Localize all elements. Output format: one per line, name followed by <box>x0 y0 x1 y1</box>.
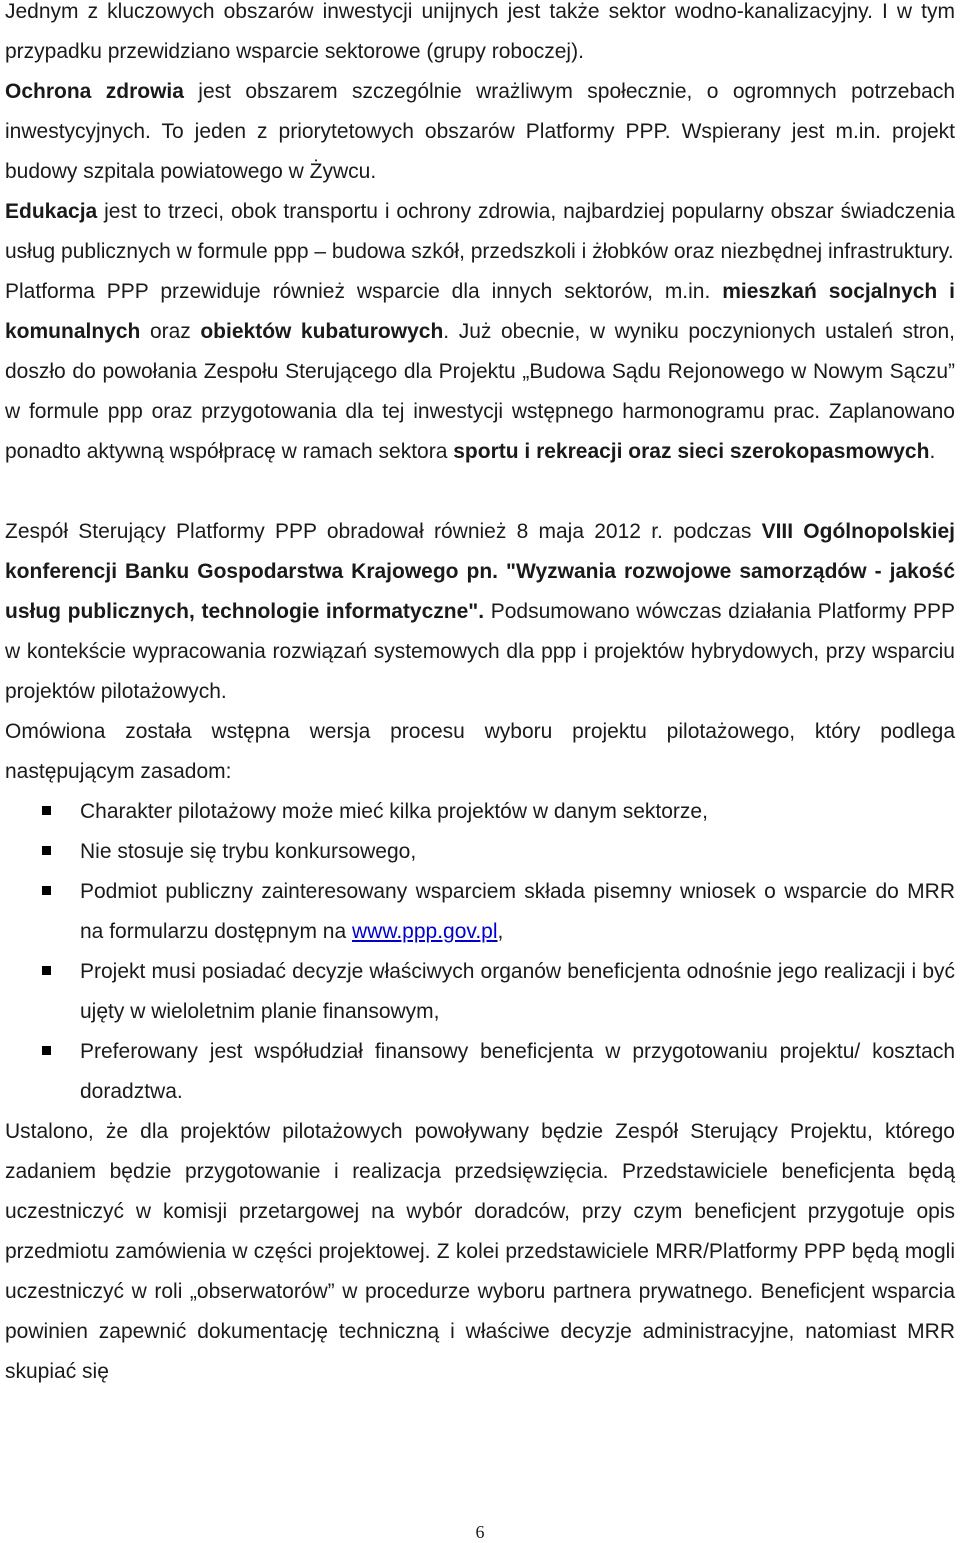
paragraph-text: Jednym z kluczowych obszarów inwestycji unijnych jest także sektor wodno-kanalizacyjny. I w tym przypadku przewidziano wsparcie sektorowe (grupy roboczej). <box>5 0 955 63</box>
paragraph-text: jest obszarem szczególnie wrażliwym społecznie, o ogromnych potrzebach inwestycyjnych. To jeden z priorytetowych obszarów Platformy PPP. Wspierany jest m.in. projekt budowy szpitala powiatowego w Żywcu. <box>5 80 956 183</box>
list-item <box>5 952 955 1032</box>
paragraph-water-sector <box>5 0 955 72</box>
bold-term: Edukacja <box>5 200 98 223</box>
paragraph-text: Podsumowano wówczas działania Platformy PPP w kontekście wypracowania rozwiązań systemowych dla ppp i projektów hybrydowych, przy wsparciu projektów pilotażowych. <box>5 600 955 703</box>
paragraph-text: Omówiona została wstępna wersja procesu wyboru projektu pilotażowego, który podlega następującym zasadom: <box>5 720 955 783</box>
list-item <box>5 1032 955 1112</box>
page-number: 6 <box>475 1522 485 1542</box>
paragraph-health <box>5 72 955 192</box>
paragraph-pilot-team <box>5 1112 955 1392</box>
rules-list <box>5 792 955 1112</box>
paragraph-text: . Już obecnie, w wyniku poczynionych ustaleń stron, doszło do powołania Zespołu Sterującego dla Projektu „Budowa Sądu Rejonowego w Nowym Sączu” w formule ppp oraz przygotowania dla tej inwestycji wstępnego harmonogramu prac. Zaplanowano ponadto aktywną współpracę w ramach sektora <box>5 320 955 463</box>
bold-term: mieszkań socjalnych i komunalnych <box>5 280 955 343</box>
list-item-text: Nie stosuje się trybu konkursowego, <box>80 840 417 863</box>
paragraph-text: oraz <box>140 320 201 343</box>
list-item-text: , <box>497 920 504 943</box>
list-item <box>5 832 955 872</box>
bold-term: Ochrona zdrowia <box>5 80 184 103</box>
bold-term: VIII Ogólnopolskiej konferencji Banku Gospodarstwa Krajowego pn. "Wyzwania rozwojowe samorządów - jakość usług publicznych, technologie informatyczne". <box>5 520 955 623</box>
list-item-text: Preferowany jest współudział finansowy beneficjenta w przygotowaniu projektu/ kosztach doradztwa. <box>80 1040 955 1103</box>
paragraph-text: Ustalono, że dla projektów pilotażowych powoływany będzie Zespół Sterujący Projektu, którego zadaniem będzie przygotowanie i realizacja przedsięwzięcia. Przedstawiciele beneficjenta będą uczestniczyć w komisji przetargowej na wybór doradców, przy czym beneficjent przygotuje opis przedmiotu zamówienia w części projektowej. Z kolei przedstawiciele MRR/Platformy PPP będą mogli uczestniczyć w roli „obserwatorów” w procedurze wyboru partnera prywatnego. Beneficjent wsparcia powinien zapewnić dokumentację techniczną i właściwe decyzje administracyjne, natomiast MRR skupiać się <box>5 1120 955 1383</box>
paragraph-education <box>5 192 955 272</box>
list-item <box>5 872 955 952</box>
paragraph-text: jest to trzeci, obok transportu i ochrony zdrowia, najbardziej popularny obszar świadczenia usług publicznych w formule ppp – budowa szkół, przedszkoli i żłobków oraz niezbędnej infrastruktury. <box>5 200 955 263</box>
paragraph-other-sectors <box>5 272 955 472</box>
list-item-text: Charakter pilotażowy może mieć kilka projektów w danym sektorze, <box>80 800 708 823</box>
ppp-website-link[interactable]: www.ppp.gov.pl <box>351 920 498 943</box>
paragraph-pilot-process <box>5 712 955 792</box>
bold-term: obiektów kubaturowych <box>200 320 444 343</box>
paragraph-text: Zespół Sterujący Platformy PPP obradował również 8 maja 2012 r. podczas <box>5 520 762 543</box>
bold-term: sportu i rekreacji oraz sieci szerokopasmowych <box>453 440 930 463</box>
paragraph-steering-team <box>5 512 955 712</box>
list-item-text: Podmiot publiczny zainteresowany wsparciem składa pisemny wniosek o wsparcie do MRR na formularzu dostępnym na <box>80 880 955 943</box>
document-body <box>5 0 955 1392</box>
list-item-text: Projekt musi posiadać decyzje właściwych organów beneficjenta odnośnie jego realizacji i być ujęty w wieloletnim planie finansowym, <box>80 960 955 1023</box>
paragraph-text: Platforma PPP przewiduje również wsparcie dla innych sektorów, m.in. <box>5 280 723 303</box>
paragraph-spacer <box>5 472 955 512</box>
list-item <box>5 792 955 832</box>
paragraph-text: . <box>929 440 936 463</box>
